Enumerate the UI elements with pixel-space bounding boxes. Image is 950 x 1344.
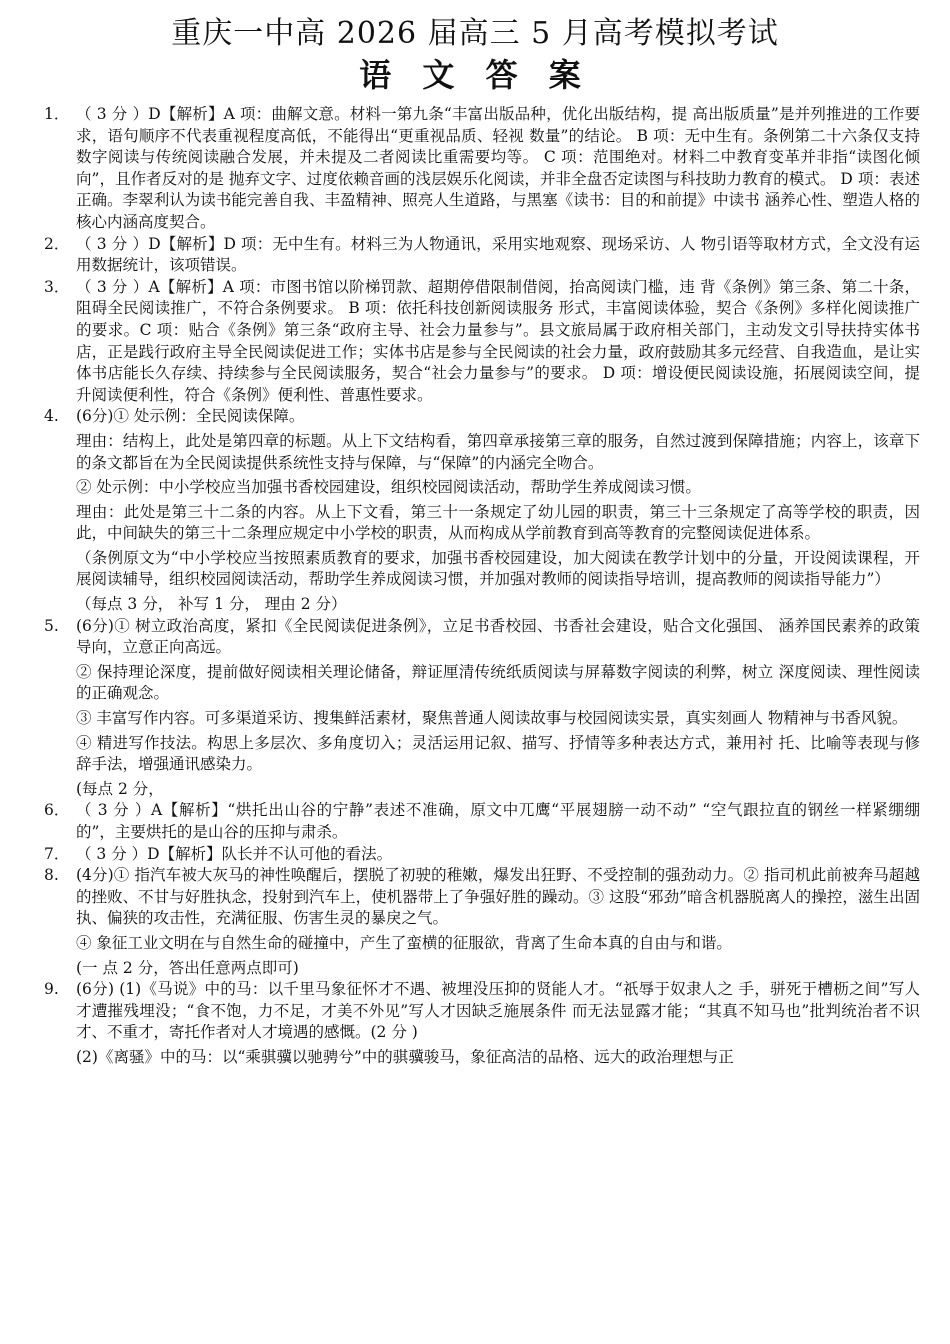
answer-number: 9. <box>44 980 59 999</box>
answer-item <box>44 234 920 277</box>
answer-number: 1． <box>44 105 70 123</box>
answer-number: 2． <box>44 234 70 253</box>
answer-item <box>44 616 920 801</box>
answer-number: 8. <box>44 866 59 885</box>
answer-paragraph: 理由：此处是第三十二条的内容。从上下文看，第三十一条规定了幼儿园的职责，第三十三条规定了高等学校的职责，因此，中间缺失的第三十二条理应规定中小学校的职责，从而构成从学前教育到高等教育的完整阅读促进体系。 <box>76 502 920 543</box>
answer-item <box>44 979 920 1068</box>
answer-number: 6． <box>44 801 70 820</box>
page-subtitle: 语 文 答 案 <box>359 56 591 94</box>
answer-body <box>76 865 920 979</box>
answer-paragraph: （ 3 分 ）A【解析】A 项：市图书馆以阶梯罚款、超期停借限制借阅，抬高阅读门槛，违 背《条例》第三条、第二十条，阻碍全民阅读推广，不符合条例要求。 B 项：依托科技创新阅读服务 形式，丰富阅读体验，契合《条例》多样化阅读推广的要求。C 项：贴合《条例》第三条“政府主导、社会力量参与”。县文旅局属于政府相关部门，主动发文引导扶持实体书店，正是践行政府主导全民阅读促进工作；实体书店是参与全民阅读的社会力量，政府鼓励其多元经营、自我造血，是让实体书店能长久存续、持续参与全民阅读服务，契合“社会力量参与”的要求。 D 项：增设便民阅读设施，拓展阅读空间，提升阅读便利性，符合《条例》便利性、普惠性要求。 <box>76 277 920 404</box>
answer-list <box>44 104 920 1069</box>
answer-body <box>76 234 920 277</box>
answer-paragraph: (6分) (1)《马说》中的马：以千里马象征怀才不遇、被埋没压抑的贤能人才。“祇辱于奴隶人之 手，骈死于槽枥之间”写人才遭摧残埋没；“食不饱，力不足，才美不外见”写人才因缺乏施展条件 而无法显露才能；“其真不知马也”批判统治者不识才、不重才，寄托作者对人才境遇的感慨。(2 分 ) <box>76 980 920 1042</box>
answer-number: 4. <box>44 407 59 426</box>
answer-item <box>44 844 920 866</box>
page-title: 重庆一中高 2026 届高三 5 月高考模拟考试 <box>171 16 779 51</box>
answer-paragraph: 理由：结构上，此处是第四章的标题。从上下文结构看，第四章承接第三章的服务，自然过渡到保障措施；内容上，该章下的条文都旨在为全民阅读提供系统性支持与保障，与“保障”的内涵完全吻合。 <box>76 431 920 472</box>
answer-body <box>76 800 920 843</box>
answer-item <box>44 104 920 234</box>
answer-paragraph: (6分)① 树立政治高度，紧扣《全民阅读促进条例》，立足书香校园、书香社会建设，贴合文化强国、 涵养国民素养的政策导向，立意正向高远。 <box>76 616 920 657</box>
answer-item <box>44 865 920 979</box>
answer-paragraph: （ 3 分 ）D【解析】队长并不认可他的看法。 <box>76 844 393 863</box>
answer-paragraph: (6分)① 处示例：全民阅读保障。 <box>76 407 305 426</box>
answer-body <box>76 277 920 407</box>
answer-paragraph: ④ 象征工业文明在与自然生命的碰撞中，产生了蛮横的征服欲，背离了生命本真的自由与和谐。 <box>76 933 732 952</box>
answer-paragraph: (4分)① 指汽车被大灰马的神性唤醒后，摆脱了初驶的稚嫩，爆发出狂野、不受控制的强劲动力。② 指司机此前被奔马超越的挫败、不甘与好胜执念，投射到汽车上，使机器带上了争强好胜的躁动。③ 这股“邪劲”暗含机器脱离人的操控，滋生出固执、偏狭的攻击性，充满征服、伤害生灵的暴戾之气。 <box>76 866 920 928</box>
answer-paragraph: (每点 2 分， <box>76 779 164 798</box>
answer-paragraph: ② 保持理论深度，提前做好阅读相关理论储备，辩证厘清传统纸质阅读与屏幕数字阅读的利弊，树立 深度阅读、理性阅读的正确观念。 <box>76 662 920 703</box>
answer-item <box>44 800 920 843</box>
answer-paragraph: （ 3 分 ）D【解析】A 项：曲解文意。材料一第九条“丰富出版品种，优化出版结构，提 高出版质量”是并列推进的工作要求，语句顺序不代表重视程度高低，不能得出“更重视品质、轻视 数量”的结论。 B 项：无中生有。条例第二十六条仅支持数字阅读与传统阅读融合发展，并未提及二者阅读比重需要均等。 C 项：范围绝对。材料二中教育变革并非指“读图化倾向”，且作者反对的是 抛弃文字、过度依赖音画的浅层娱乐化阅读，并非全盘否定读图与科技助力教育的模式。 D 项：表述 正确。李翠利认为读书能完善自我、丰盈精神、照亮人生道路，与黑塞《读书：目的和前提》中读书 涵养心性、塑造人格的核心内涵高度契合。 <box>76 105 920 231</box>
answer-item <box>44 406 920 615</box>
answer-paragraph: (2)《离骚》中的马：以“乘骐骥以驰骋兮”中的骐骥骏马，象征高洁的品格、远大的政治理想与正 <box>76 1047 734 1066</box>
answer-body <box>76 406 920 615</box>
answer-item <box>44 277 920 407</box>
answer-body <box>76 844 920 866</box>
answer-paragraph: （条例原文为“中小学校应当按照素质教育的要求，加强书香校园建设，加大阅读在教学计划中的分量，开设阅读课程，开展阅读辅导，组织校园阅读活动，帮助学生养成阅读习惯，并加强对教师的阅读指导培训，提高教师的阅读指导能力”） <box>76 548 920 589</box>
answer-number: 3． <box>44 277 70 296</box>
answer-paragraph: （每点 3 分， 补写 1 分， 理由 2 分） <box>76 595 347 614</box>
answer-paragraph: ② 处示例：中小学校应当加强书香校园建设，组织校园阅读活动，帮助学生养成阅读习惯。 <box>76 478 701 497</box>
answer-paragraph: (一 点 2 分，答出任意两点即可) <box>76 958 299 977</box>
answer-paragraph: ④ 精进写作技法。构思上多层次、多角度切入；灵活运用记叙、描写、抒情等多种表达方式，兼用衬 托、比喻等表现与修辞手法，增强通讯感染力。 <box>76 733 920 774</box>
answer-paragraph: （ 3 分 ）D【解析】D 项：无中生有。材料三为人物通讯，采用实地观察、现场采访、人 物引语等取材方式，全文没有运用数据统计，该项错误。 <box>76 234 920 275</box>
answer-body <box>76 979 920 1068</box>
answer-number: 7． <box>44 844 70 863</box>
answer-body <box>76 104 920 234</box>
answer-paragraph: ③ 丰富写作内容。可多渠道采访、搜集鲜活素材，聚焦普通人阅读故事与校园阅读实景，真实刻画人 物精神与书香风貌。 <box>76 709 908 728</box>
answer-number: 5. <box>44 616 59 635</box>
answer-body <box>76 616 920 801</box>
answer-paragraph: （ 3 分 ）A【解析】“烘托出山谷的宁静”表述不准确，原文中兀鹰“平展翅膀一动不动” “空气跟拉直的钢丝一样紧绷绷的”，主要烘托的是山谷的压抑与肃杀。 <box>76 801 920 841</box>
